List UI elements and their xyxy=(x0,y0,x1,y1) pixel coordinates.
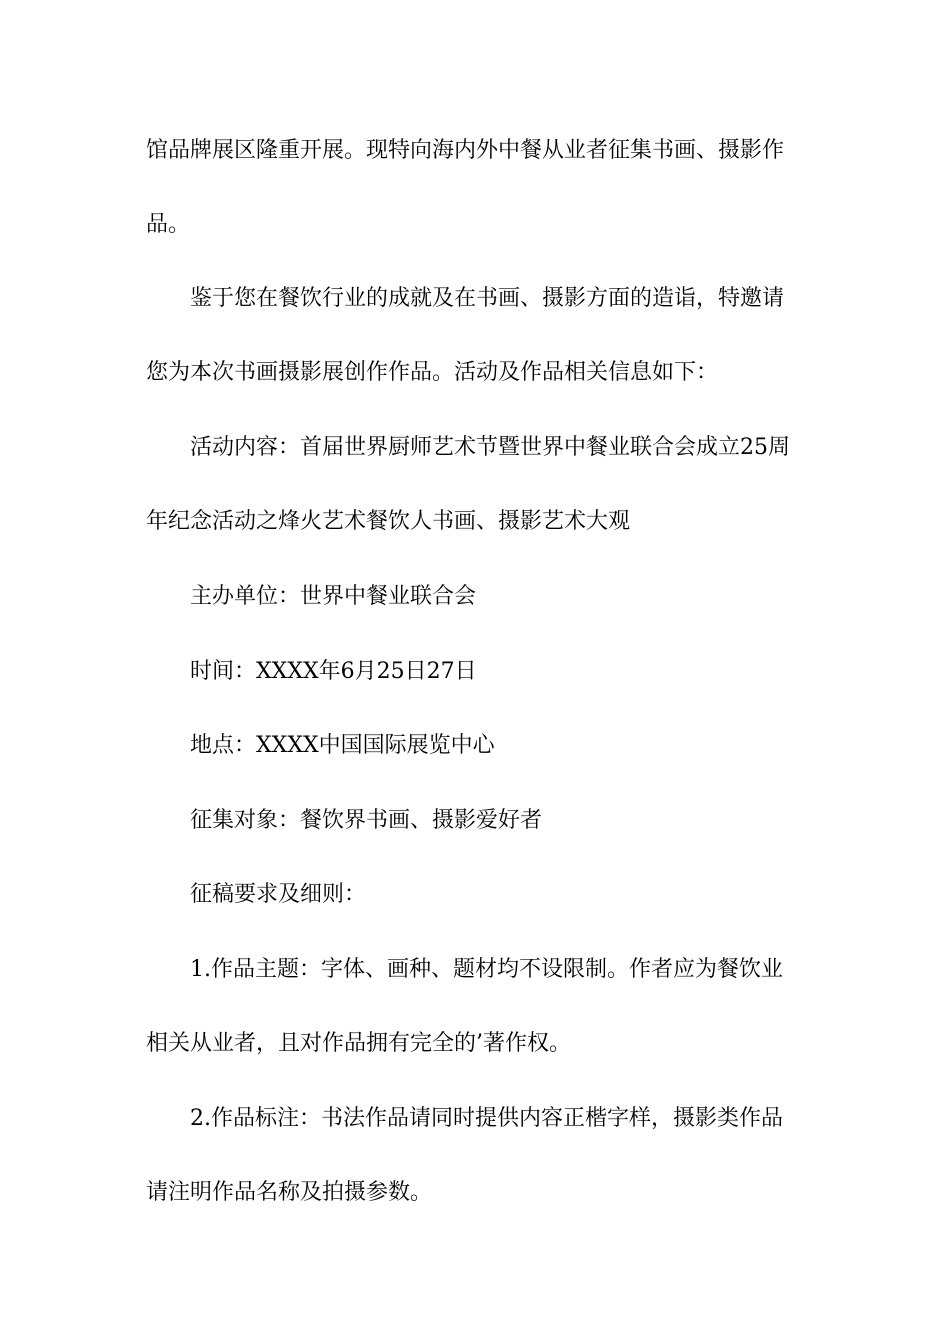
paragraph-line xyxy=(0,1173,950,1213)
paragraph-line xyxy=(0,1024,950,1064)
line-text: 您为本次书画摄影展创作作品。活动及作品相关信息如下： xyxy=(146,360,719,385)
paragraph-line xyxy=(0,726,950,766)
paragraph-line xyxy=(0,353,950,393)
paragraph-line xyxy=(0,131,950,171)
line-text: 1.作品主题：字体、画种、题材均不设限制。作者应为餐饮业 xyxy=(190,957,783,982)
line-text: 品。 xyxy=(146,212,191,237)
paragraph-line xyxy=(0,1099,950,1139)
line-text: 活动内容：首届世界厨师艺术节暨世界中餐业联合会成立25周 xyxy=(190,435,790,460)
line-text: 鉴于您在餐饮行业的成就及在书画、摄影方面的造诣，特邀请 xyxy=(190,286,785,311)
paragraph-line xyxy=(0,205,950,245)
paragraph-line xyxy=(0,428,950,468)
paragraph-line xyxy=(0,279,950,319)
line-text: 馆品牌展区隆重开展。现特向海内外中餐从业者征集书画、摄影作 xyxy=(146,138,785,163)
line-text: 请注明作品名称及拍摄参数。 xyxy=(146,1180,433,1205)
line-text: 征稿要求及细则： xyxy=(190,882,367,907)
paragraph-line xyxy=(0,950,950,990)
paragraph-line xyxy=(0,577,950,617)
line-text: 2.作品标注：书法作品请同时提供内容正楷字样，摄影类作品 xyxy=(190,1106,783,1131)
line-text: 时间：XXXX年6月25日27日 xyxy=(190,659,477,684)
paragraph-line xyxy=(0,502,950,542)
line-text: 年纪念活动之烽火艺术餐饮人书画、摄影艺术大观 xyxy=(146,509,631,534)
line-text: 相关从业者，且对作品拥有完全的’著作权。 xyxy=(146,1031,571,1056)
line-text: 主办单位：世界中餐业联合会 xyxy=(190,584,477,609)
paragraph-line xyxy=(0,875,950,915)
paragraph-line xyxy=(0,801,950,841)
line-text: 征集对象：餐饮界书画、摄影爱好者 xyxy=(190,808,543,833)
line-text: 地点：XXXX中国国际展览中心 xyxy=(190,733,495,758)
paragraph-line xyxy=(0,652,950,692)
